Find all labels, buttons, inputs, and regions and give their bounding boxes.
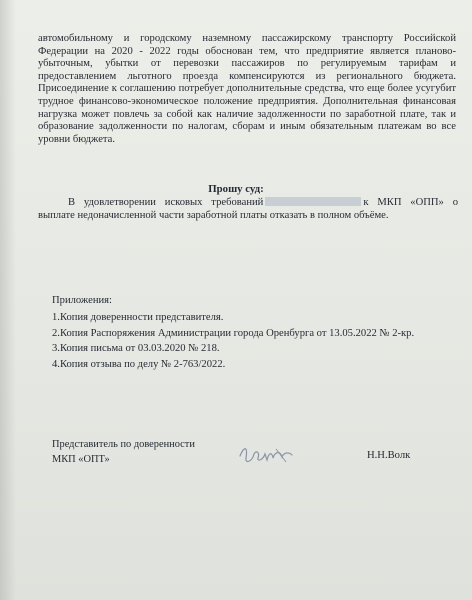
signatory-role-line1: Представитель по доверенности — [52, 439, 195, 450]
redacted-name — [265, 197, 361, 206]
request-heading: Прошу суд: — [208, 183, 264, 195]
signatory-role — [52, 437, 195, 467]
request-text-before: В удовлетворении исковых требований — [68, 197, 264, 208]
request-paragraph — [38, 196, 458, 222]
attachment-item: 3.Копия письма от 03.03.2020 № 218. — [52, 343, 220, 354]
document-body — [38, 33, 456, 146]
request-text-after: к МКП «ОПП» о выплате недоначисленной части заработной платы отказать в полном объёме. — [38, 197, 458, 221]
page-shadow — [0, 0, 16, 600]
attachment-item: 4.Копия отзыва по делу № 2-763/2022. — [52, 358, 226, 370]
signatory-org: МКП «ОПТ» — [52, 454, 110, 465]
signatory-name: Н.Н.Волк — [367, 450, 411, 461]
attachment-item: 1.Копия доверенности представителя. — [52, 312, 224, 323]
attachments-list — [52, 310, 462, 372]
attachments-title: Приложения: — [52, 295, 112, 306]
paragraph-justification: автомобильному и городскому наземному пассажирскому транспорту Российской Федерации на 2020 - 2022 годы обоснован тем, что предприятие является планово-убыточным, убытки от перевозки пассажиров по регулируемым тарифам и предоставлением льготного проезда компенсируются из регионального бюджета. Присоединение к соглашению потребует дополнительные средства, что еще более усугубит трудное финансово-экономическое положение предприятия. Дополнительная финансовая нагрузка может повлечь за собой как наличие задолженности по заработной плате, так и образование задолженности по налогам, сборам и иным обязательным платежам во все уровни бюджета. — [38, 33, 456, 145]
handwritten-signature — [236, 440, 296, 470]
attachment-item: 2.Копия Распоряжения Администрации города Оренбурга от 13.05.2022 № 2-кр. — [52, 327, 415, 339]
